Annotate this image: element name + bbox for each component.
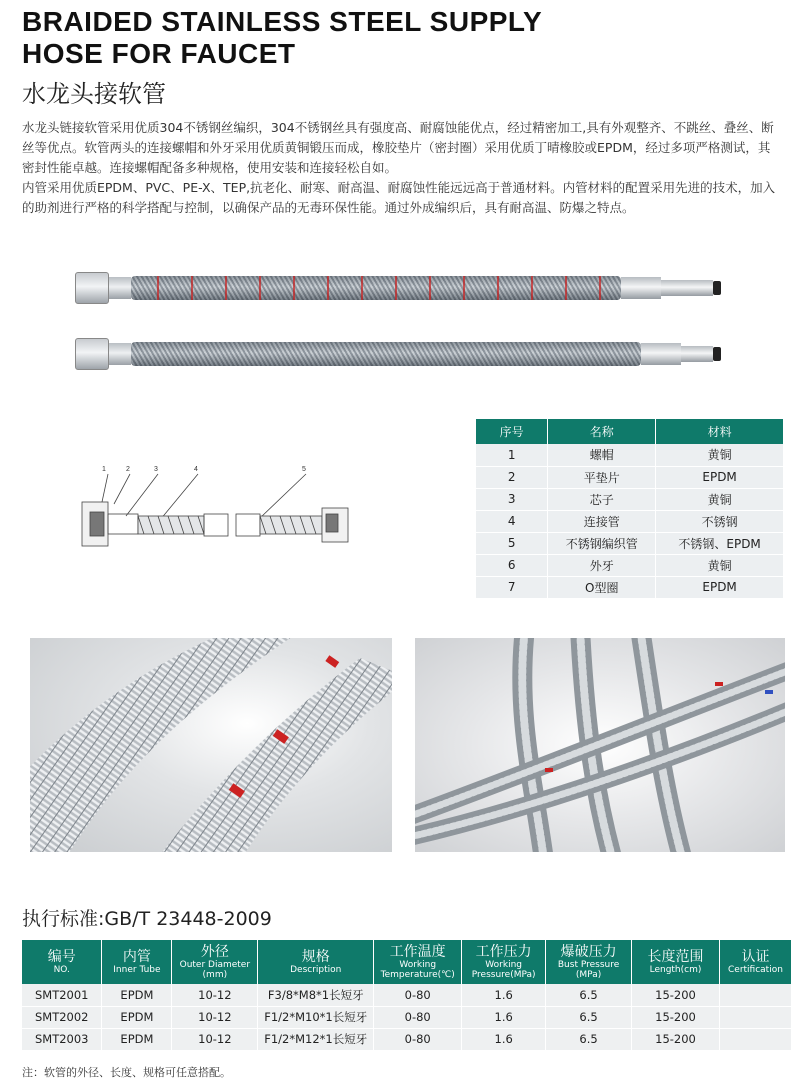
specs-header-en: Inner Tube [113, 965, 161, 975]
specs-cell: 15-200 [632, 1006, 720, 1028]
materials-cell-no: 2 [476, 466, 548, 488]
specs-header-cn: 认证 [741, 949, 770, 965]
materials-cell-no: 5 [476, 532, 548, 554]
diagram-label-4: 4 [194, 466, 198, 473]
materials-header-row [476, 419, 784, 444]
materials-header-no: 序号 [476, 419, 548, 444]
hose-ferrule [621, 277, 661, 299]
diagram-label-3: 3 [154, 466, 158, 473]
specs-header-cn: 编号 [47, 949, 76, 965]
title-line-2: HOSE FOR FAUCET [22, 38, 296, 69]
hoses-group-graphic [415, 638, 785, 852]
materials-cell-name: 螺帽 [548, 444, 656, 466]
materials-table [476, 419, 784, 599]
specs-cell: 1.6 [462, 1006, 546, 1028]
specs-header-en: Length(cm) [649, 965, 702, 975]
specs-cell: EPDM [102, 1006, 172, 1028]
materials-cell-material: EPDM [656, 466, 784, 488]
materials-cell-name: 平垫片 [548, 466, 656, 488]
specs-cell: EPDM [102, 1028, 172, 1050]
specs-row [22, 984, 792, 1006]
materials-cell-name: 不锈钢编织管 [548, 532, 656, 554]
materials-row [476, 532, 784, 554]
specs-header-en: Outer Diameter (mm) [179, 960, 251, 980]
materials-cell-name: 芯子 [548, 488, 656, 510]
specs-cell: F1/2*M10*1长短牙 [258, 1006, 374, 1028]
materials-cell-material: 黄铜 [656, 444, 784, 466]
hose-nut [75, 338, 109, 370]
specs-header-cn: 外径 [200, 944, 229, 960]
page-title-cn: 水龙头接软管 [22, 80, 166, 108]
diagram-label-5: 5 [302, 466, 306, 473]
specs-cell: 0-80 [374, 1006, 462, 1028]
hose-collar [109, 277, 131, 299]
hose-collar [109, 343, 131, 365]
specs-row [22, 1006, 792, 1028]
specs-header-cell [258, 940, 374, 984]
materials-cell-material: 不锈钢、EPDM [656, 532, 784, 554]
materials-cell-no: 4 [476, 510, 548, 532]
materials-row [476, 510, 784, 532]
braid-closeup-photo [30, 638, 392, 852]
specs-cell [719, 984, 791, 1006]
materials-header-name: 名称 [548, 419, 656, 444]
materials-cell-name: 外牙 [548, 554, 656, 576]
footnote: 注：软管的外径、长度、规格可任意搭配。 [22, 1066, 231, 1079]
hose-tube [681, 346, 713, 362]
specs-header-row [22, 940, 792, 984]
materials-row [476, 444, 784, 466]
hose-ferrule [641, 343, 681, 365]
materials-cell-material: 不锈钢 [656, 510, 784, 532]
materials-cell-material: 黄铜 [656, 554, 784, 576]
intro-text [22, 118, 778, 218]
hose-image-plain [75, 334, 725, 374]
hose-red-marks [131, 276, 621, 300]
specs-header-cell [22, 940, 102, 984]
specs-header-en: Working Temperature(℃) [380, 960, 455, 980]
materials-cell-material: 黄铜 [656, 488, 784, 510]
specs-cell: 0-80 [374, 984, 462, 1006]
materials-row [476, 488, 784, 510]
hose-cross-section-diagram [70, 462, 400, 572]
hose-tip [713, 347, 721, 361]
materials-row [476, 466, 784, 488]
specs-cell: 10-12 [172, 1006, 258, 1028]
materials-cell-no: 1 [476, 444, 548, 466]
hose-braid [131, 342, 641, 366]
hose-nut [75, 272, 109, 304]
title-line-1: BRAIDED STAINLESS STEEL SUPPLY [22, 6, 543, 37]
standard-title: 执行标准:GB/T 23448-2009 [22, 908, 272, 930]
materials-cell-no: 3 [476, 488, 548, 510]
specs-header-cn: 规格 [301, 949, 330, 965]
materials-cell-no: 7 [476, 576, 548, 598]
specs-header-cn: 爆破压力 [560, 944, 617, 960]
specs-cell: 15-200 [632, 1028, 720, 1050]
materials-row [476, 576, 784, 598]
specs-header-cell [374, 940, 462, 984]
specs-cell: 1.6 [462, 984, 546, 1006]
specs-header-en: Working Pressure(MPa) [471, 960, 536, 980]
diagram-label-2: 2 [126, 466, 130, 473]
specs-cell: SMT2003 [22, 1028, 102, 1050]
specs-cell [719, 1006, 791, 1028]
specs-header-cell [462, 940, 546, 984]
braid-closeup-graphic [30, 638, 392, 852]
specs-header-en: NO. [53, 965, 70, 975]
specs-cell: 10-12 [172, 1028, 258, 1050]
specs-header-en: Description [290, 965, 342, 975]
specs-cell: EPDM [102, 984, 172, 1006]
intro-paragraph-1: 水龙头链接软管采用优质304不锈钢丝编织，304不锈钢丝具有强度高、耐腐蚀能优点，经过精密加工,具有外观整齐、不跳丝、叠丝、断丝等优点。软管两头的连接螺帽和外牙采用优质黄铜锻压而成，橡胶垫片（密封圈）采用优质丁晴橡胶或EPDM，经过多项严格测试，其密封性能卓越。连接螺帽配备多种规格，使用安装和连接轻松自如。 [22, 120, 774, 175]
specs-cell: 10-12 [172, 984, 258, 1006]
specs-header-cell [719, 940, 791, 984]
specs-cell: 1.6 [462, 1028, 546, 1050]
materials-row [476, 554, 784, 576]
specs-cell: SMT2002 [22, 1006, 102, 1028]
specs-cell: 0-80 [374, 1028, 462, 1050]
specs-header-cn: 工作压力 [475, 944, 532, 960]
specs-cell: 6.5 [546, 984, 632, 1006]
specs-cell: 6.5 [546, 1006, 632, 1028]
specs-header-cn: 内管 [122, 949, 151, 965]
specs-header-en: Bust Pressure (MPa) [557, 960, 620, 980]
specs-header-cell [546, 940, 632, 984]
specs-cell: F3/8*M8*1长短牙 [258, 984, 374, 1006]
diagram-label-1: 1 [102, 466, 106, 473]
hoses-group-photo [415, 638, 785, 852]
materials-cell-name: 连接管 [548, 510, 656, 532]
specs-header-cn: 工作温度 [389, 944, 446, 960]
specs-cell: F1/2*M12*1长短牙 [258, 1028, 374, 1050]
hose-image-red-marked [75, 268, 725, 308]
hose-tip [713, 281, 721, 295]
specs-header-cell [172, 940, 258, 984]
specs-cell: 15-200 [632, 984, 720, 1006]
intro-paragraph-2: 内管采用优质EPDM、PVC、PE-X、TEP,抗老化、耐寒、耐高温、耐腐蚀性能远远高于普通材料。内管材料的配置采用先进的技术，加入的助剂进行严格的科学搭配与控制，以确保产品的无毒环保性能。通过外成编织后，具有耐高温、防爆之特点。 [22, 180, 776, 215]
page-title-en [22, 6, 542, 70]
specs-cell: 6.5 [546, 1028, 632, 1050]
specs-cell [719, 1028, 791, 1050]
specs-header-cn: 长度范围 [647, 949, 704, 965]
materials-cell-no: 6 [476, 554, 548, 576]
specs-header-cell [102, 940, 172, 984]
specs-header-cell [632, 940, 720, 984]
specs-cell: SMT2001 [22, 984, 102, 1006]
materials-cell-name: O型圈 [548, 576, 656, 598]
specs-table [22, 940, 792, 1051]
materials-cell-material: EPDM [656, 576, 784, 598]
materials-header-material: 材料 [656, 419, 784, 444]
hose-tube [661, 280, 713, 296]
specs-header-en: Certification [728, 965, 783, 975]
specs-row [22, 1028, 792, 1050]
